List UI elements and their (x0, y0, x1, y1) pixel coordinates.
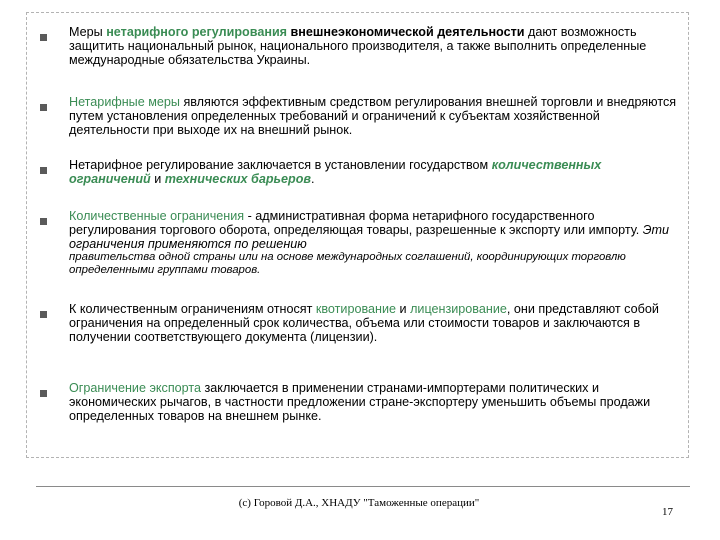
square-bullet-icon (40, 311, 47, 318)
footer-credit: (c) Горовой Д.А., ХНАДУ "Таможенные операции" (238, 497, 480, 509)
bullet-text-segment: и (396, 302, 411, 316)
bullet-text-segment: количественных ограничений (69, 158, 602, 187)
bullet-text-segment: и (150, 172, 165, 187)
bullet-text-segment: , они представляют собой ограничения на определенный срок количества, объема или стоимости товаров и заключаются в получении соответствующего документа (лицензии). (69, 302, 659, 345)
bullet-text-segment: К количественным ограничениям относят (69, 302, 316, 316)
bullet-text-segment: нетарифного регулирования (106, 25, 288, 39)
bullet-text-segment: Нетарифные меры (69, 95, 180, 109)
square-bullet-icon (40, 218, 47, 225)
bullet-text-segment: технических барьеров (164, 172, 312, 187)
square-bullet-icon (40, 104, 47, 111)
bullet-text-segment: заключается в применении странами-импортерами политических и экономических рычагов, в частности предложении стране-экспортеру уменьшить объемы продажи определенных товаров на внешнем рынке. (69, 381, 651, 424)
bullet-text-segment: Количественные ограничения (69, 209, 245, 223)
bullet-text-segment: лицензирование (410, 302, 507, 316)
bullet-text-segment: Эти ограничения применяются по решению (69, 223, 670, 252)
page-number: 17 (662, 506, 673, 518)
bullet-text-segment: Нетарифное регулирование заключается в установлении государством (69, 158, 492, 172)
bullet-text (69, 158, 681, 186)
square-bullet-icon (40, 390, 47, 397)
bullet-text (69, 25, 681, 68)
square-bullet-icon (40, 34, 47, 41)
footer-divider (36, 486, 690, 487)
bullet-text (69, 302, 681, 345)
bullet-text (69, 95, 681, 138)
bullet-text-segment: Меры (69, 25, 107, 39)
square-bullet-icon (40, 167, 47, 174)
bullet-text (69, 381, 681, 424)
bullet-text-segment: . (311, 172, 315, 187)
bullet-text-continuation: правительства одной страны или на основе международных соглашений, координирующих торговлю определенными группами товаров. (69, 251, 626, 276)
bullet-text-segment: являются эффективным средством регулирования внешней торговли и внедряются путем установления определенных требований и ограничений к субъектам хозяйственной деятельности при выходе их на внешний рынок. (69, 95, 677, 138)
bullet-text-segment: внешнеэкономической деятельности (290, 25, 525, 39)
bullet-text-segment: квотирование (315, 302, 397, 316)
bullet-text-segment: - административная форма нетарифного государственного регулирования торгового оборота, определяющая товары, разрешенные к экспорту или импорту. (69, 209, 643, 238)
bullet-text-segment: Ограничение экспорта (69, 381, 202, 395)
bullet-text-segment: дают возможность защитить национальный рынок, национального производителя, а также выполнить определенные международные обязательства Украины. (69, 25, 647, 68)
bullet-text (69, 209, 681, 252)
